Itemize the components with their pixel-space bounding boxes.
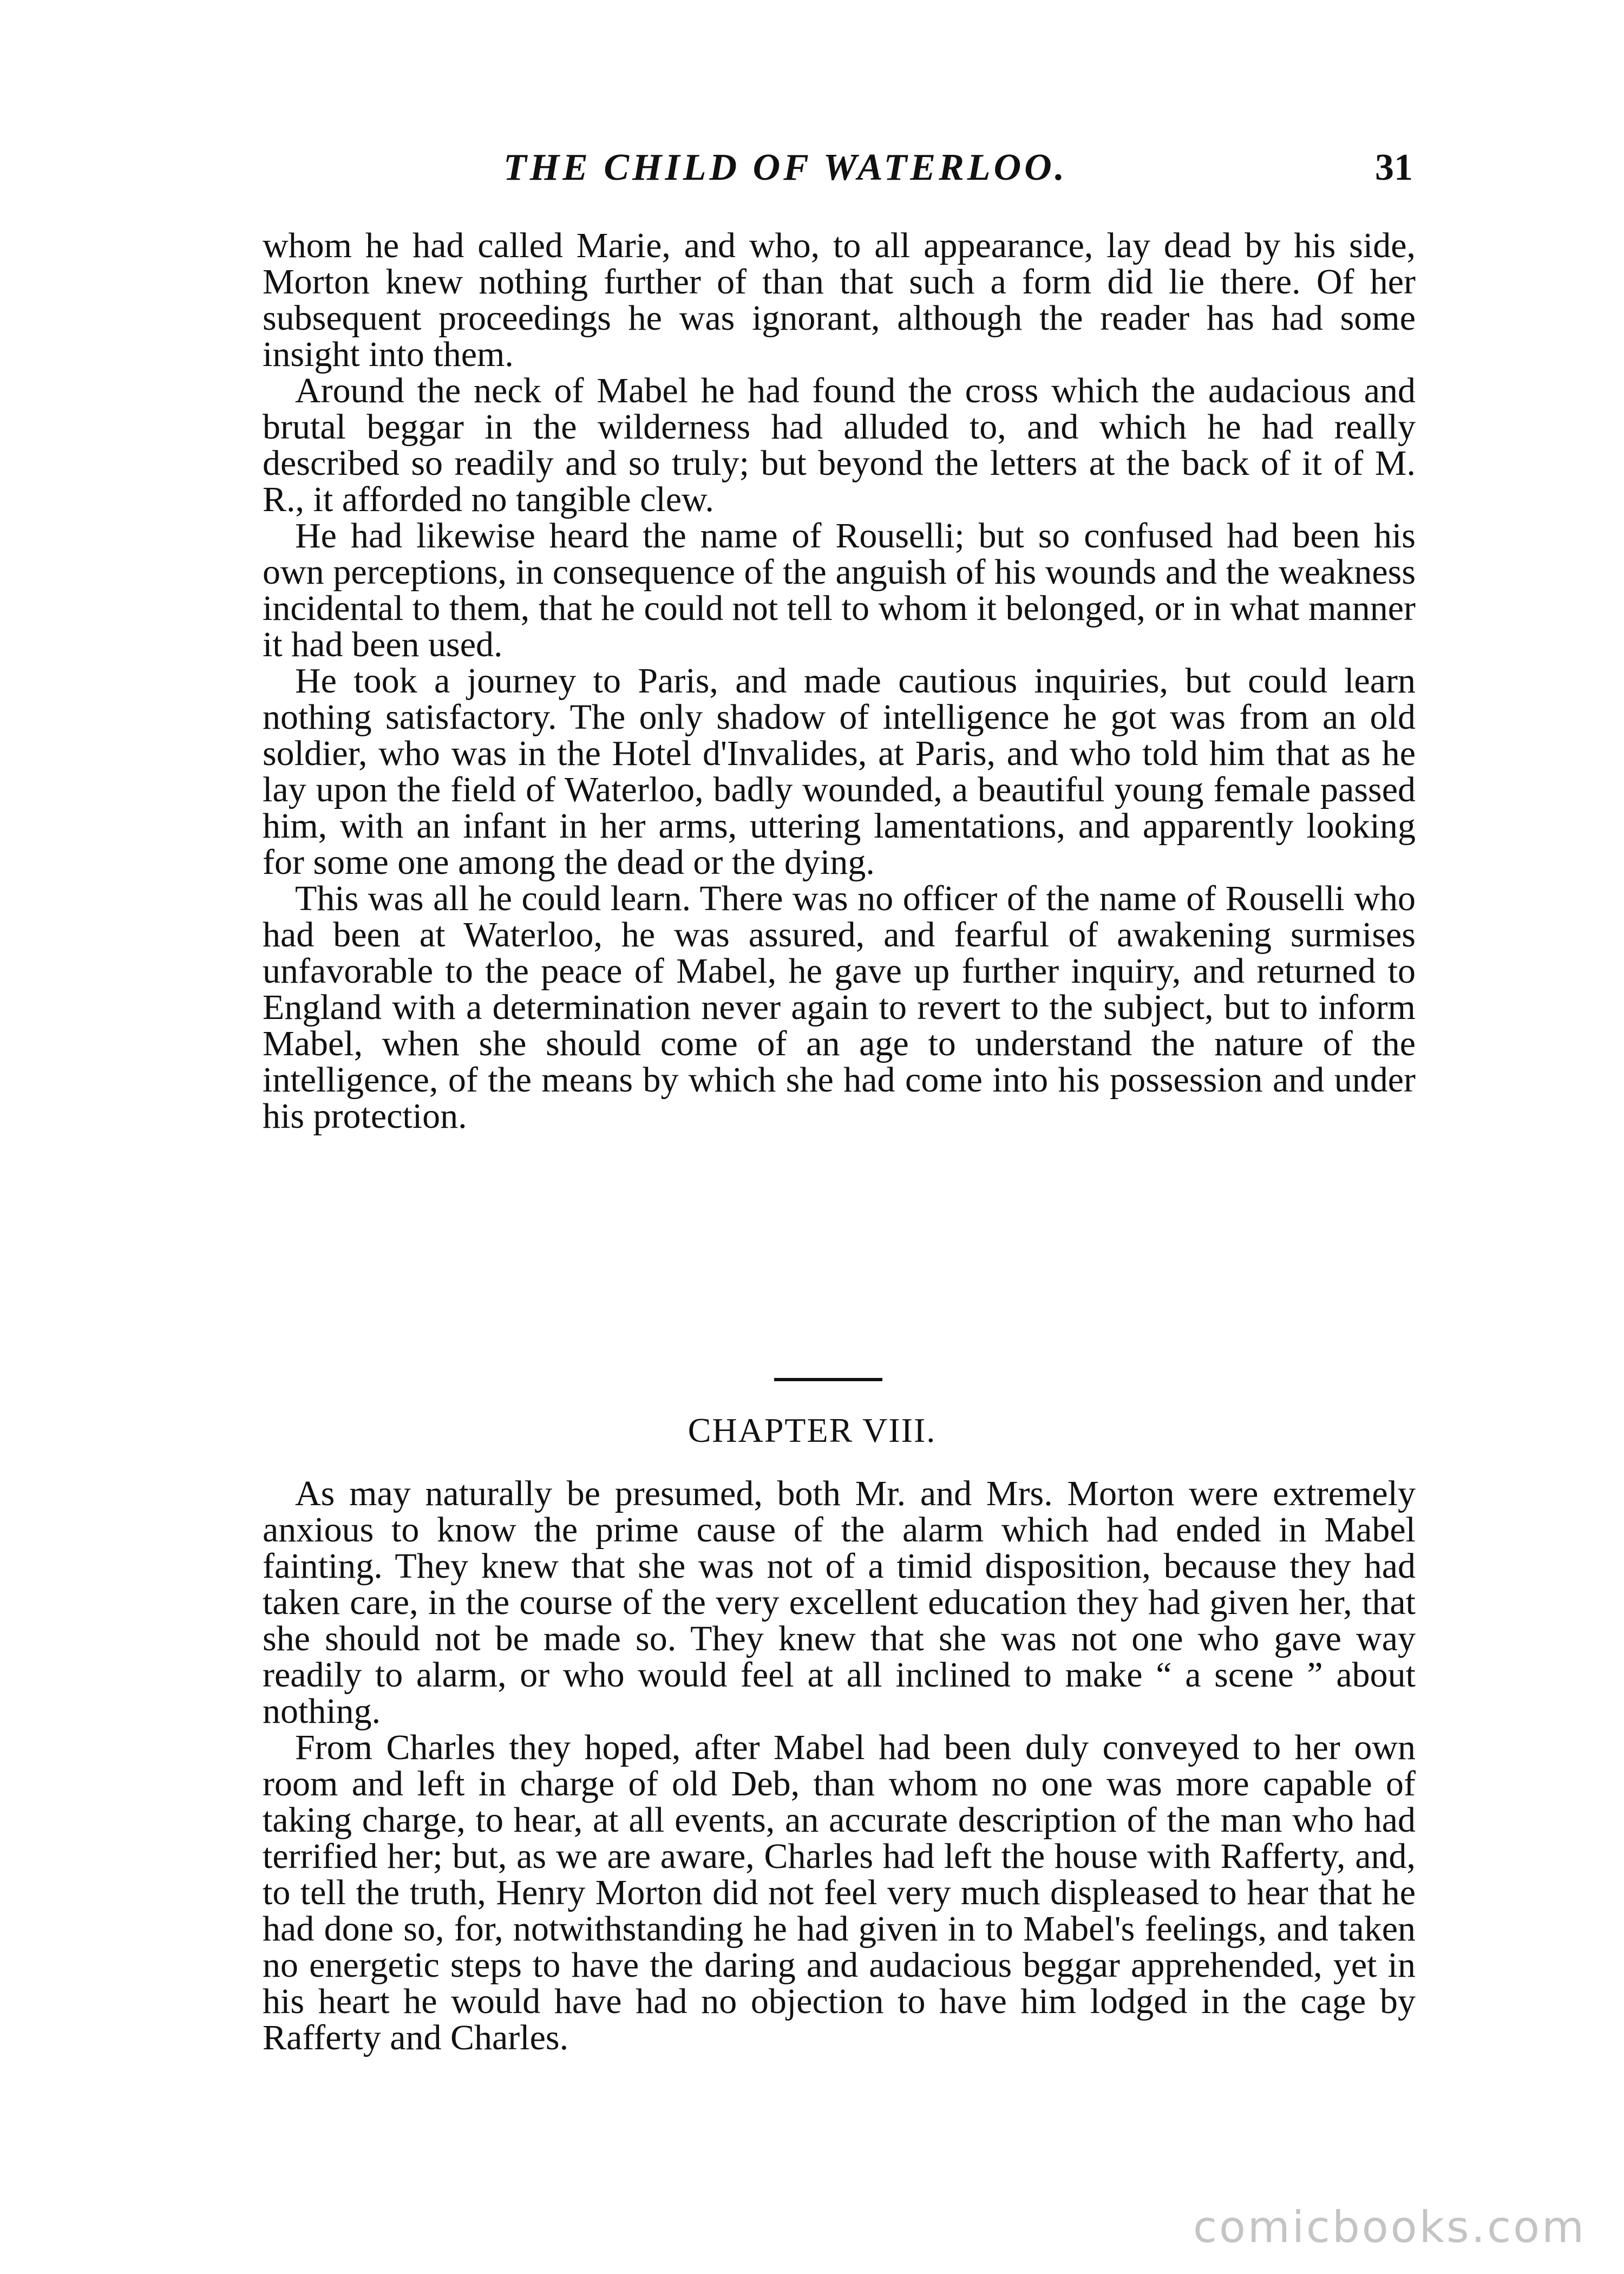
paragraph: This was all he could learn. There was no officer of the name of Rouselli who had been at Waterloo, he was assured, and fearful of awakening surmises unfavorable to the peace of Mabel, he gave up further inquiry, and returned to England with a determination never again to revert to the subject, but to inform Mabel, when she should come of an age to understand the nature of the intelligence, of the means by which she had come into his possession and under his protection. [263,879,1416,1136]
paragraph: Around the neck of Mabel he had found the cross which the audacious and brutal beggar in the wilderness had alluded to, and which he had really described so readily and so truly; but beyond the letters at the back of it of M. R., it afforded no tangible clew. [263,371,1416,519]
paragraph: whom he had called Marie, and who, to all appearance, lay dead by his side, Morton knew nothing further of than that such a form did lie there. Of her subsequent proceedings he was ignorant, although the reader has had some insight into them. [263,226,1416,374]
page-header [265,146,1413,200]
paragraph: He took a journey to Paris, and made cautious inquiries, but could learn nothing satisfactory. The only shadow of intelligence he got was from an old soldier, who was in the Hotel d'Invalides, at Paris, and who told him that as he lay upon the field of Waterloo, badly wounded, a beautiful young female passed him, with an infant in her arms, uttering lamentations, and apparently looking for some one among the dead or the dying. [263,661,1416,882]
running-title: THE CHILD OF WATERLOO. [503,147,1068,188]
text-block-chapter [263,1475,1416,2056]
paragraph: As may naturally be presumed, both Mr. and Mrs. Morton were extremely anxious to know the prime cause of the alarm which had ended in Mabel fainting. They knew that she was not of a timid disposition, because they had taken care, in the course of the very excellent education they had given her, that she should not be made so. They knew that she was not one who gave way readily to alarm, or who would feel at all inclined to make “ a scene ” about nothing. [263,1474,1416,1731]
text-block-continuation [263,227,1416,1134]
page-number: 31 [1375,147,1413,188]
section-divider [774,1378,882,1381]
paragraph: He had likewise heard the name of Rouselli; but so confused had been his own perceptions, in consequence of the anguish of his wounds and the weakness incidental to them, that he could not tell to whom it belonged, or in what manner it had been used. [263,516,1416,664]
site-watermark: comicbooks.com [1193,2202,1586,2252]
chapter-heading: CHAPTER VIII. [687,1411,937,1449]
paragraph: From Charles they hoped, after Mabel had been duly conveyed to her own room and left in charge of old Deb, than whom no one was more capable of taking charge, to hear, at all events, an accurate description of the man who had terrified her; but, as we are aware, Charles had left the house with Rafferty, and, to tell the truth, Henry Morton did not feel very much displeased to hear that he had done so, for, notwithstanding he had given in to Mabel's feelings, and taken no energetic steps to have the daring and audacious beggar apprehended, yet in his heart he would have had no objection to have him lodged in the cage by Rafferty and Charles. [263,1728,1416,2057]
